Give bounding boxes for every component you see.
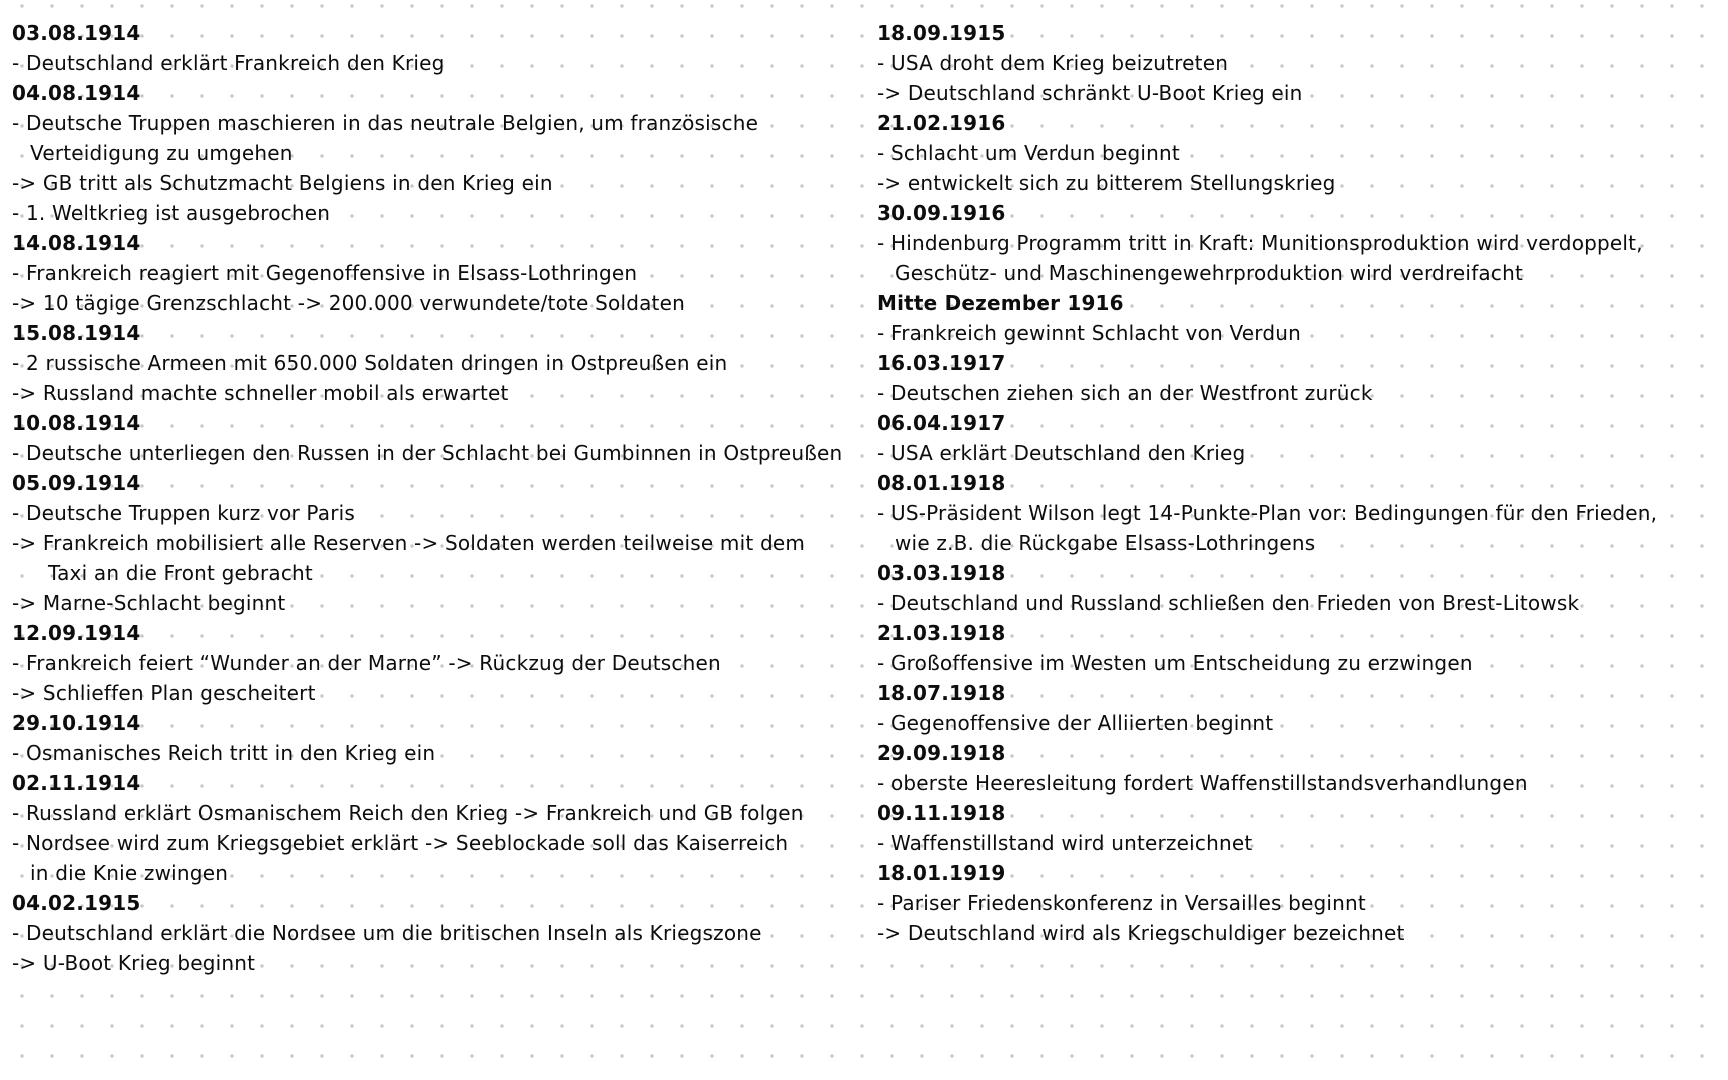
timeline-entry: - oberste Heeresleitung fordert Waffenstillstandsverhandlungen xyxy=(877,771,1528,795)
timeline-entry: -> Russland machte schneller mobil als erwartet xyxy=(12,381,509,405)
timeline-entry: - Osmanisches Reich tritt in den Krieg ein xyxy=(12,741,436,765)
timeline-entry: - Waffenstillstand wird unterzeichnet xyxy=(877,831,1253,855)
timeline-entry: - Nordsee wird zum Kriegsgebiet erklärt -> Seeblockade soll das Kaiserreich xyxy=(12,831,789,855)
timeline-date: 21.02.1916 xyxy=(877,111,1006,135)
timeline-entry: - Deutschland erklärt die Nordsee um die britischen Inseln als Kriegszone xyxy=(12,921,762,945)
timeline-entry: - Deutschland und Russland schließen den Frieden von Brest-Litowsk xyxy=(877,591,1580,615)
timeline-entry: - Großoffensive im Westen um Entscheidung zu erzwingen xyxy=(877,651,1473,675)
timeline-entry: - Deutschen ziehen sich an der Westfront zurück xyxy=(877,381,1373,405)
timeline-entry-continuation: wie z.B. die Rückgabe Elsass-Lothringens xyxy=(895,531,1316,555)
timeline-entry-continuation: Geschütz- und Maschinengewehrproduktion wird verdreifacht xyxy=(895,261,1524,285)
timeline-date: 18.01.1919 xyxy=(877,861,1006,885)
timeline-date: 10.08.1914 xyxy=(12,411,141,435)
timeline-entry: - 1. Weltkrieg ist ausgebrochen xyxy=(12,201,331,225)
timeline-date: 05.09.1914 xyxy=(12,471,141,495)
timeline-entry: - Pariser Friedenskonferenz in Versailles beginnt xyxy=(877,891,1366,915)
timeline-date: Mitte Dezember 1916 xyxy=(877,291,1124,315)
timeline-entry: - Schlacht um Verdun beginnt xyxy=(877,141,1180,165)
timeline-date: 30.09.1916 xyxy=(877,201,1006,225)
timeline-entry: - Frankreich reagiert mit Gegenoffensive in Elsass-Lothringen xyxy=(12,261,638,285)
timeline-date: 14.08.1914 xyxy=(12,231,141,255)
timeline-entry: -> Deutschland wird als Kriegschuldiger bezeichnet xyxy=(877,921,1405,945)
timeline-date: 21.03.1918 xyxy=(877,621,1006,645)
timeline-entry: -> Schlieffen Plan gescheitert xyxy=(12,681,316,705)
timeline-entry: -> entwickelt sich zu bitterem Stellungskrieg xyxy=(877,171,1336,195)
timeline-date: 12.09.1914 xyxy=(12,621,141,645)
timeline-entry: - US-Präsident Wilson legt 14-Punkte-Plan vor: Bedingungen für den Frieden, xyxy=(877,501,1658,525)
timeline-entry: -> Frankreich mobilisiert alle Reserven -> Soldaten werden teilweise mit dem xyxy=(12,531,806,555)
timeline-date: 04.08.1914 xyxy=(12,81,141,105)
timeline-entry: - USA droht dem Krieg beizutreten xyxy=(877,51,1229,75)
timeline-date: 09.11.1918 xyxy=(877,801,1006,825)
timeline-date: 03.03.1918 xyxy=(877,561,1006,585)
timeline-date: 03.08.1914 xyxy=(12,21,141,45)
timeline-date: 16.03.1917 xyxy=(877,351,1006,375)
timeline-entry: -> GB tritt als Schutzmacht Belgiens in den Krieg ein xyxy=(12,171,553,195)
timeline-date: 18.07.1918 xyxy=(877,681,1006,705)
timeline-entry: - Hindenburg Programm tritt in Kraft: Munitionsproduktion wird verdoppelt, xyxy=(877,231,1643,255)
timeline-entry-continuation: Taxi an die Front gebracht xyxy=(48,561,313,585)
timeline-date: 06.04.1917 xyxy=(877,411,1006,435)
timeline-date: 04.02.1915 xyxy=(12,891,141,915)
timeline-entry: -> U-Boot Krieg beginnt xyxy=(12,951,256,975)
timeline-entry-continuation: Verteidigung zu umgehen xyxy=(30,141,293,165)
timeline-entry: -> Deutschland schränkt U-Boot Krieg ein xyxy=(877,81,1303,105)
timeline-entry: -> Marne-Schlacht beginnt xyxy=(12,591,286,615)
timeline-date: 29.09.1918 xyxy=(877,741,1006,765)
timeline-date: 15.08.1914 xyxy=(12,321,141,345)
timeline-date: 18.09.1915 xyxy=(877,21,1006,45)
timeline-entry-continuation: in die Knie zwingen xyxy=(30,861,229,885)
timeline-entry: - USA erklärt Deutschland den Krieg xyxy=(877,441,1246,465)
timeline-entry: - 2 russische Armeen mit 650.000 Soldaten dringen in Ostpreußen ein xyxy=(12,351,728,375)
timeline-column-right xyxy=(877,18,1657,948)
timeline-entry: - Russland erklärt Osmanischem Reich den Krieg -> Frankreich und GB folgen xyxy=(12,801,804,825)
timeline-entry: - Deutsche unterliegen den Russen in der Schlacht bei Gumbinnen in Ostpreußen xyxy=(12,441,843,465)
timeline-entry: - Deutsche Truppen maschieren in das neutrale Belgien, um französische xyxy=(12,111,759,135)
timeline-date: 29.10.1914 xyxy=(12,711,141,735)
timeline-column-left xyxy=(12,18,842,978)
timeline-entry: -> 10 tägige Grenzschlacht -> 200.000 verwundete/tote Soldaten xyxy=(12,291,685,315)
timeline-entry: - Frankreich gewinnt Schlacht von Verdun xyxy=(877,321,1302,345)
timeline-entry: - Deutsche Truppen kurz vor Paris xyxy=(12,501,356,525)
timeline-date: 02.11.1914 xyxy=(12,771,141,795)
timeline-date: 08.01.1918 xyxy=(877,471,1006,495)
timeline-entry: - Frankreich feiert “Wunder an der Marne” -> Rückzug der Deutschen xyxy=(12,651,721,675)
timeline-entry: - Deutschland erklärt Frankreich den Krieg xyxy=(12,51,445,75)
timeline-entry: - Gegenoffensive der Alliierten beginnt xyxy=(877,711,1274,735)
